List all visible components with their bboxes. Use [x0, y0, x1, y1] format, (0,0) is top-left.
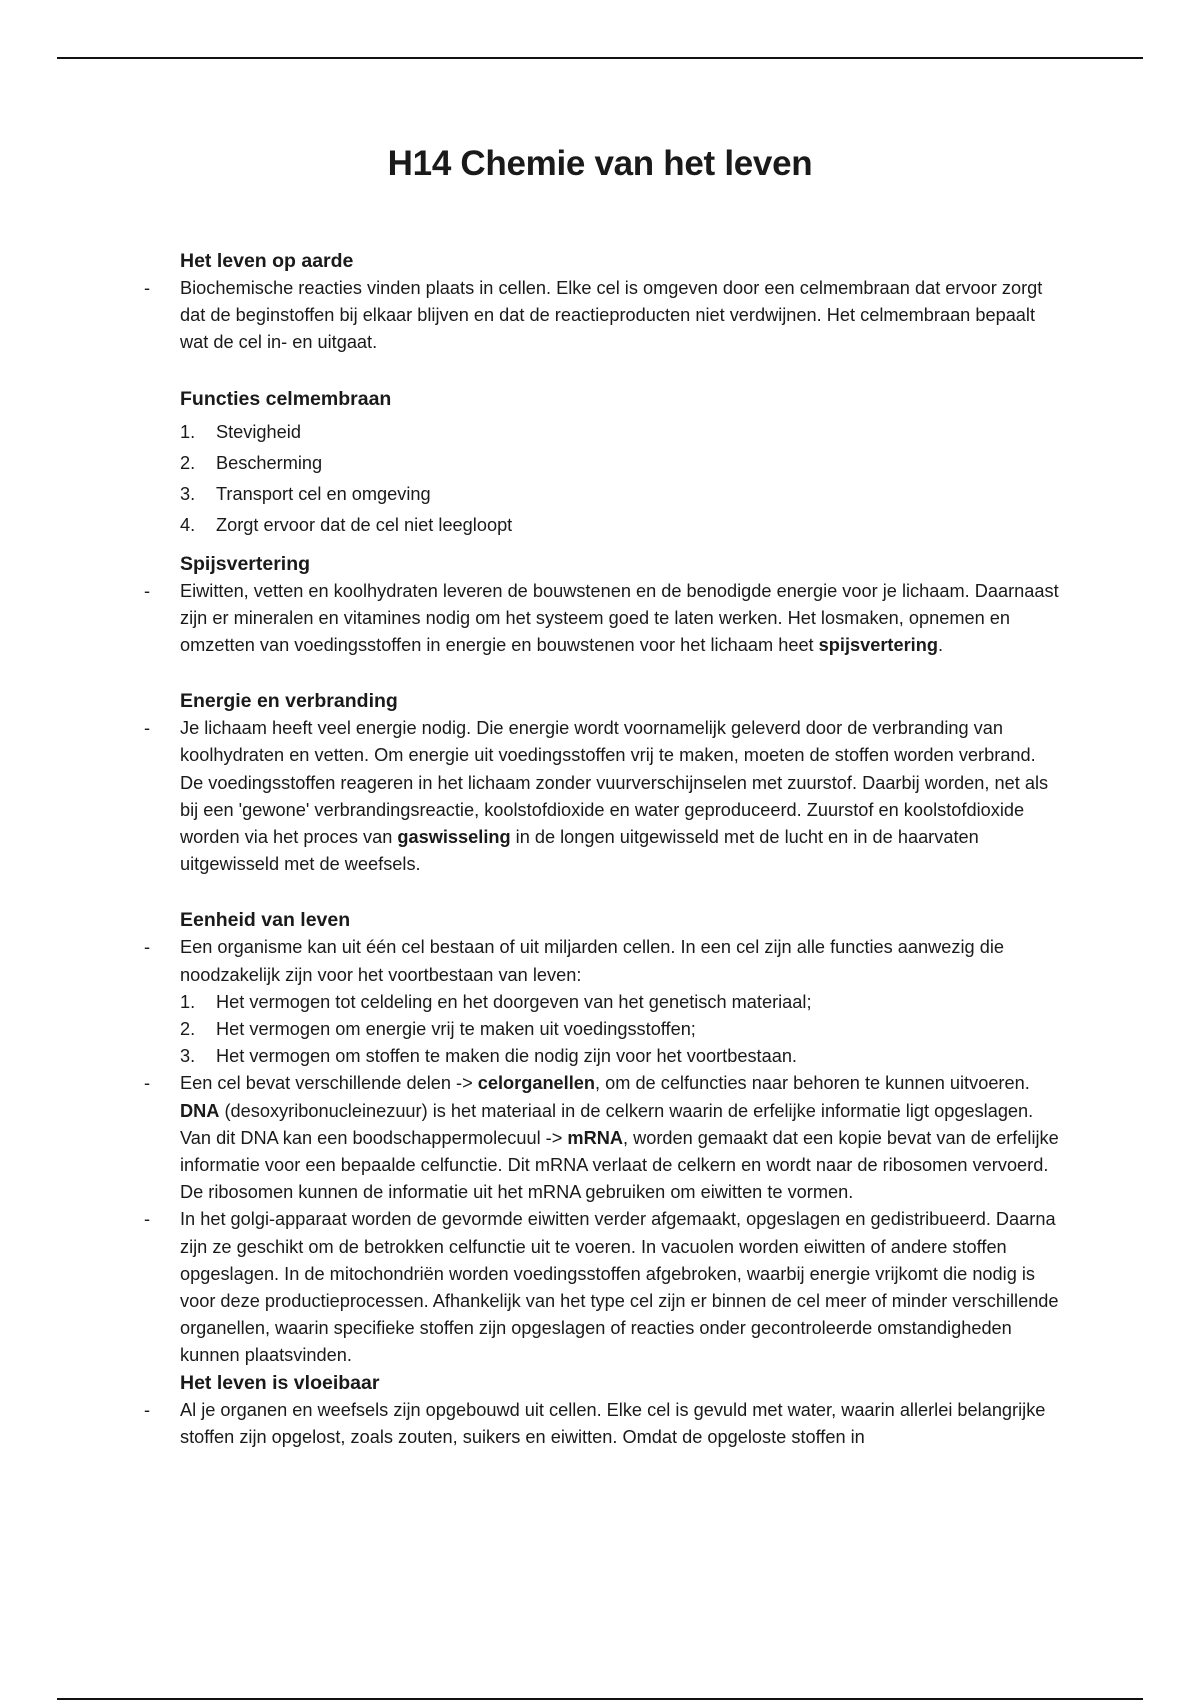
- paragraph-text: .: [937, 635, 944, 656]
- list-item: [180, 1016, 1060, 1043]
- section-energie-verbranding: [144, 688, 1060, 878]
- bullet-paragraph: [144, 934, 1060, 988]
- list-number: 4.: [180, 514, 196, 535]
- paragraph-text: in de longen uitgewisseld met de lucht en in de haarvaten uitgewisseld met de weefsels.: [180, 827, 979, 875]
- paragraph-text: Een organisme kan uit één cel bestaan of uit miljarden cellen. In een cel zijn alle functies aanwezig die noodzakelijk zijn voor het voortbestaan van leven:: [180, 937, 1004, 985]
- bold-term: spijsvertering: [818, 635, 938, 656]
- bullet-dash: -: [144, 278, 151, 298]
- section-heading: Het leven op aarde: [180, 250, 354, 272]
- paragraph-text: Eiwitten, vetten en koolhydraten leveren de bouwstenen en de benodigde energie voor je lichaam. Daarnaast zijn er mineralen en vitamines nodig om het systeem goed te laten werken. Het losmaken, opnemen en omzetten van voedingsstoffen in energie en bouwstenen voor het lichaam heet: [180, 580, 1059, 656]
- paragraph-text: In het golgi-apparaat worden de gevormde eiwitten verder afgemaakt, opgeslagen en gedistribueerd. Daarna zijn ze geschikt om de betrokken celfunctie uit te voeren. In vacuolen worden eiwitten of andere stoffen opgeslagen. In de mitochondriën worden voedingsstoffen afgebroken, waarbij energie vrijkomt die nodig is voor deze productieprocessen. Afhankelijk van het type cel zijn er binnen de cel meer of minder verschillende organellen, waarin specifieke stoffen zijn opgeslagen of reacties onder gecontroleerde omstandigheden kunnen plaatsvinden.: [180, 1209, 1059, 1366]
- page-title: H14 Chemie van het leven: [387, 144, 813, 183]
- list-number: 2.: [180, 452, 196, 473]
- list-item-text: Het vermogen om stoffen te maken die nodig zijn voor het voortbestaan.: [216, 1046, 797, 1067]
- bullet-paragraph: [144, 578, 1060, 660]
- bullet-paragraph: [144, 1070, 1060, 1206]
- list-item: [180, 510, 1060, 541]
- list-item-text: Transport cel en omgeving: [216, 483, 431, 504]
- bullet-paragraph: [144, 715, 1060, 878]
- section-heading: Functies celmembraan: [180, 387, 392, 410]
- list-number: 1.: [180, 991, 196, 1012]
- document-body: [144, 248, 1060, 1451]
- list-item: [180, 448, 1060, 479]
- bullet-paragraph: [144, 1206, 1060, 1369]
- section-heading: Energie en verbranding: [180, 690, 398, 713]
- list-item: [180, 1043, 1060, 1070]
- bullet-dash: -: [144, 1209, 151, 1230]
- numbered-list: [180, 417, 1060, 541]
- bold-term: celorganellen: [477, 1073, 596, 1094]
- list-number: 1.: [180, 421, 196, 442]
- list-item-text: Zorgt ervoor dat de cel niet leegloopt: [216, 514, 513, 535]
- section-eenheid-van-leven: [144, 907, 1060, 1369]
- list-item-text: Het vermogen om energie vrij te maken uit voedingsstoffen;: [216, 1019, 696, 1040]
- paragraph-text: Een cel bevat verschillende delen ->: [180, 1073, 478, 1094]
- bullet-paragraph: [144, 275, 1060, 357]
- list-number: 2.: [180, 1019, 196, 1040]
- paragraph-text: Al je organen en weefsels zijn opgebouwd uit cellen. Elke cel is gevuld met water, waarin allerlei belangrijke stoffen zijn opgelost, zoals zouten, suikers en eiwitten. Omdat de opgeloste stoffen in: [180, 1399, 1046, 1447]
- section-heading: Het leven is vloeibaar: [180, 1371, 380, 1394]
- section-leven-op-aarde: [144, 248, 1060, 357]
- bold-term: DNA: [180, 1100, 220, 1121]
- bullet-dash: -: [144, 1073, 151, 1094]
- bullet-dash: -: [144, 718, 151, 739]
- list-item: [180, 479, 1060, 510]
- bold-term: gaswisseling: [397, 827, 511, 848]
- list-item-text: Het vermogen tot celdeling en het doorgeven van het genetisch materiaal;: [216, 991, 812, 1012]
- paragraph-text: (desoxyribonucleinezuur) is het materiaal in de celkern waarin de erfelijke informatie ligt opgeslagen. Van dit DNA kan een boodschappermolecuul ->: [180, 1100, 1034, 1148]
- bullet-dash: -: [144, 580, 151, 601]
- list-item: [180, 417, 1060, 448]
- section-heading: Spijsvertering: [180, 552, 311, 575]
- paragraph-text: , worden gemaakt dat een kopie bevat van de erfelijke informatie voor een bepaalde celfunctie. Dit mRNA verlaat de celkern en wordt naar de ribosomen vervoerd. De ribosomen kunnen de informatie uit het mRNA gebruiken om eiwitten te vormen.: [180, 1127, 1059, 1203]
- bold-term: mRNA: [567, 1127, 623, 1148]
- section-leven-vloeibaar: [144, 1370, 1060, 1451]
- paragraph-text: Biochemische reacties vinden plaats in cellen. Elke cel is omgeven door een celmembraan dat ervoor zorgt dat de beginstoffen bij elkaar blijven en dat de reactieproducten niet verdwijnen. Het celmembraan bepaalt wat de cel in- en uitgaat.: [180, 278, 1043, 353]
- section-functies-celmembraan: [180, 386, 1060, 541]
- paragraph-text: Je lichaam heeft veel energie nodig. Die energie wordt voornamelijk geleverd door de verbranding van koolhydraten en vetten. Om energie uit voedingsstoffen vrij te maken, moeten de stoffen worden verbrand. De voedingsstoffen reageren in het lichaam zonder vuurverschijnselen met zuurstof. Daarbij worden, net als bij een 'gewone' verbrandingsreactie, koolstofdioxide en water geproduceerd. Zuurstof en koolstofdioxide worden via het proces van: [180, 718, 1049, 848]
- bullet-dash: -: [144, 937, 151, 958]
- list-item-text: Stevigheid: [216, 421, 301, 442]
- list-number: 3.: [180, 483, 196, 504]
- section-heading: Eenheid van leven: [180, 909, 351, 932]
- header-rule: [57, 57, 1143, 59]
- paragraph-text: , om de celfuncties naar behoren te kunnen uitvoeren.: [595, 1073, 1030, 1094]
- section-spijsvertering: [144, 551, 1060, 660]
- list-number: 3.: [180, 1046, 196, 1067]
- list-item: [180, 989, 1060, 1016]
- bullet-paragraph: [144, 1397, 1060, 1451]
- bullet-dash: -: [144, 1399, 151, 1420]
- numbered-list: [180, 989, 1060, 1071]
- list-item-text: Bescherming: [216, 452, 323, 473]
